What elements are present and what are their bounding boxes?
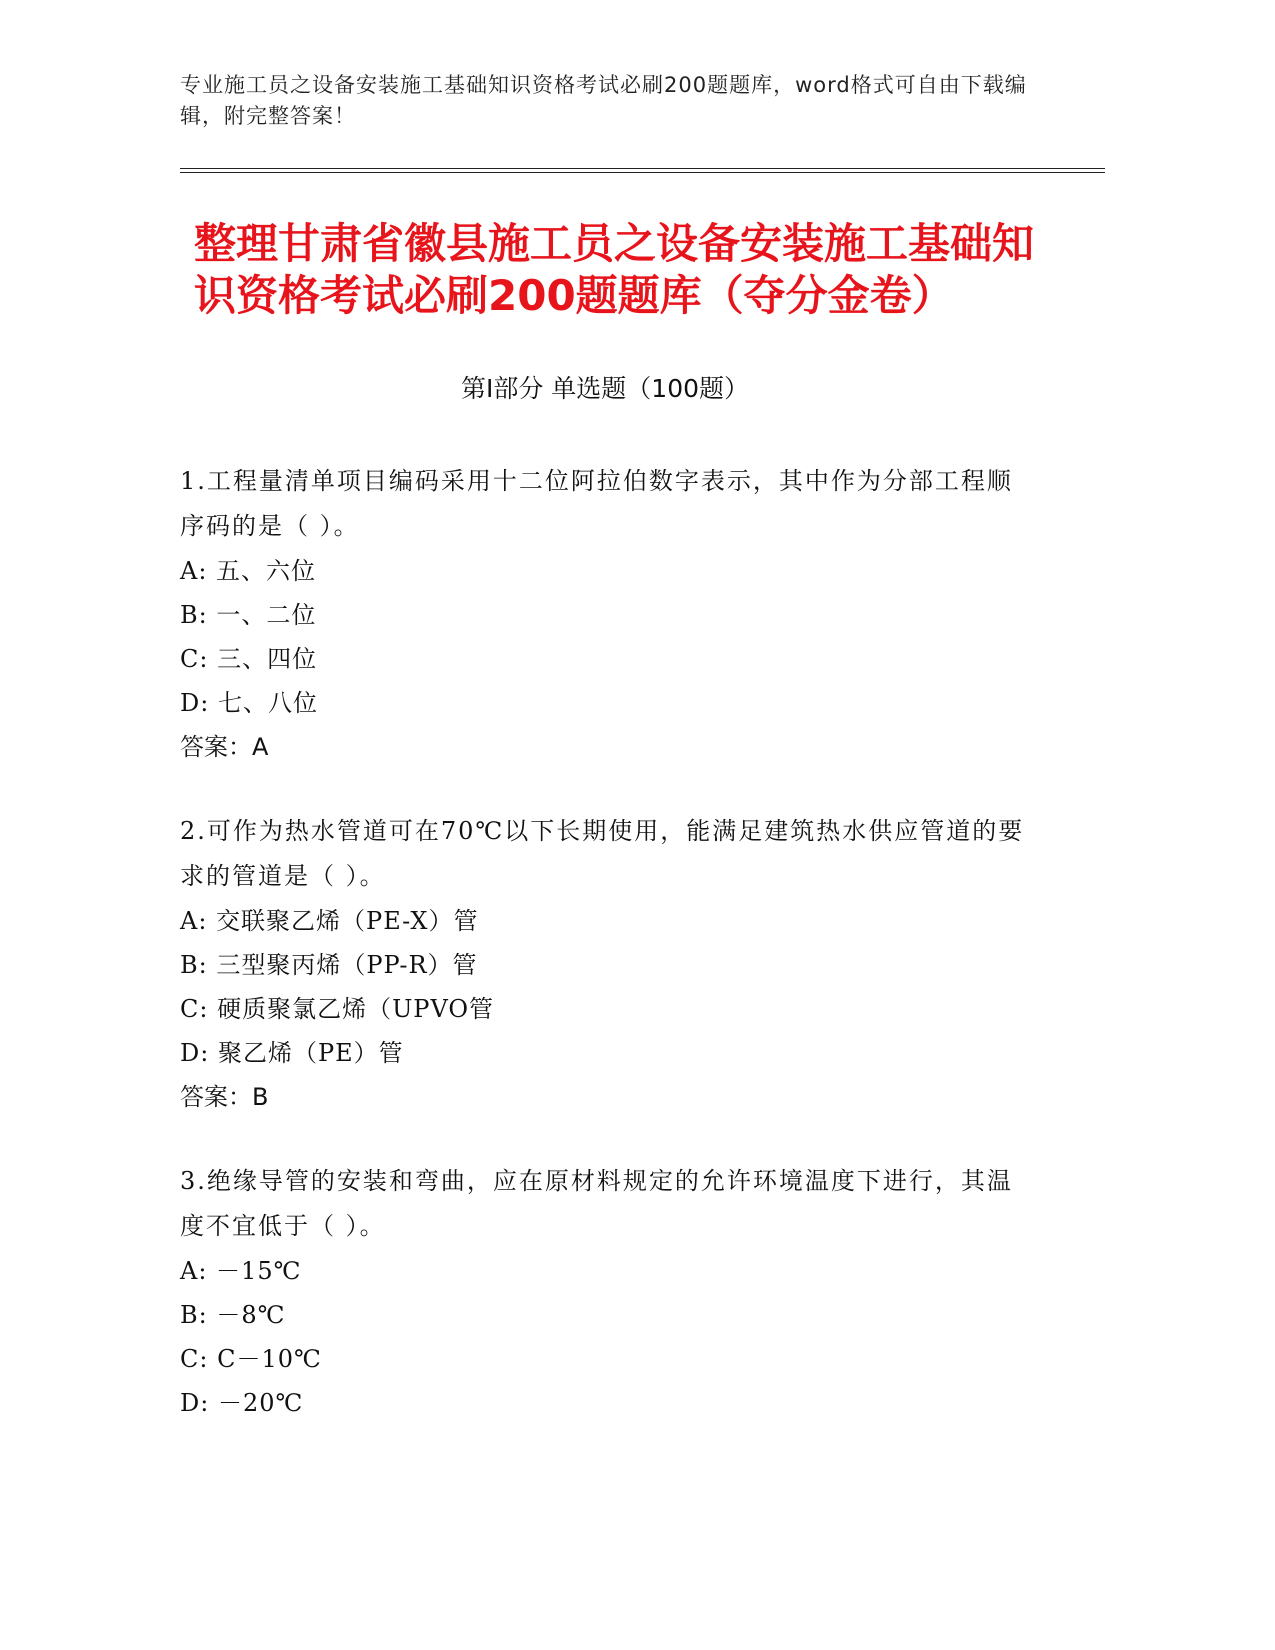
header-divider — [180, 168, 1105, 173]
option-a: A: 交联聚乙烯（PE-X）管 — [180, 907, 479, 935]
question-list — [180, 459, 1105, 1425]
option-d: D: －20℃ — [180, 1389, 304, 1417]
question-stem: 2.可作为热水管道可在70℃以下长期使用，能满足建筑热水供应管道的要求的管道是（ ）。 — [180, 817, 1025, 890]
question-3 — [180, 1159, 1105, 1425]
question-2 — [180, 809, 1105, 1119]
document-title: 整理甘肃省徽县施工员之设备安装施工基础知识资格考试必刷200题题库（夺分金卷） — [194, 219, 1035, 320]
document-page — [180, 70, 1105, 1465]
question-stem: 3.绝缘导管的安装和弯曲，应在原材料规定的允许环境温度下进行，其温度不宜低于（ ）。 — [180, 1167, 1013, 1240]
option-a: A: 五、六位 — [180, 557, 317, 585]
answer-line: 答案：B — [180, 1083, 269, 1111]
option-b: B: －8℃ — [180, 1301, 286, 1329]
question-stem: 1.工程量清单项目编码采用十二位阿拉伯数字表示，其中作为分部工程顺序码的是（ ）。 — [180, 467, 1013, 540]
section-title: 第Ⅰ部分 单选题（100题） — [460, 374, 750, 403]
option-c: C: 硬质聚氯乙烯（UPVO管 — [180, 995, 495, 1023]
option-d: D: 七、八位 — [180, 689, 318, 717]
option-c: C: C－10℃ — [180, 1345, 322, 1373]
header-note: 专业施工员之设备安装施工基础知识资格考试必刷200题题库，word格式可自由下载编辑，附完整答案！ — [180, 73, 1027, 128]
option-b: B: 一、二位 — [180, 601, 317, 629]
option-d: D: 聚乙烯（PE）管 — [180, 1039, 404, 1067]
question-1 — [180, 459, 1105, 769]
option-b: B: 三型聚丙烯（PP-R）管 — [180, 951, 478, 979]
answer-line: 答案：A — [180, 733, 269, 761]
option-a: A: －15℃ — [180, 1257, 302, 1285]
option-c: C: 三、四位 — [180, 645, 318, 673]
